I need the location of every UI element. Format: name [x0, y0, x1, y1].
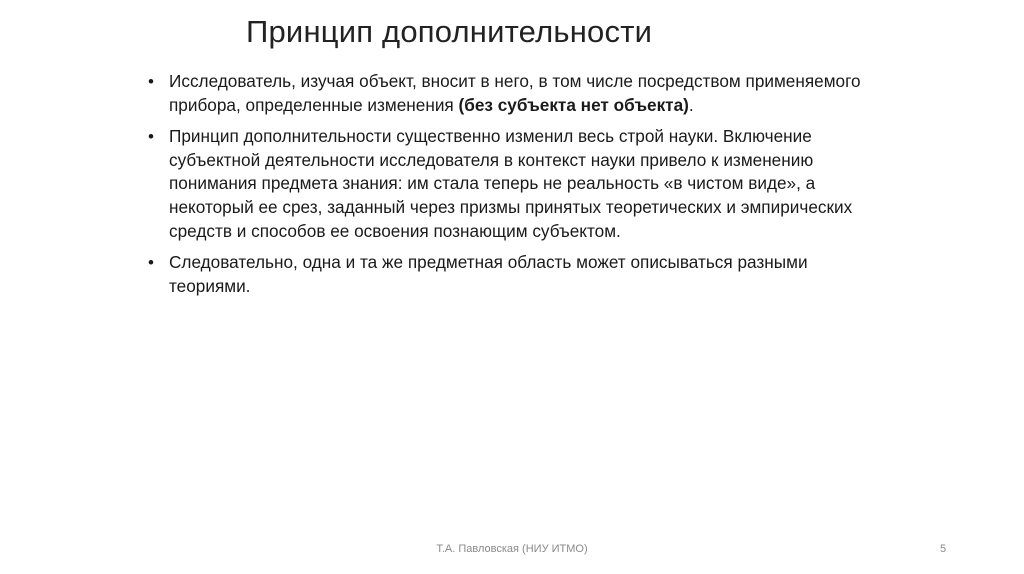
slide-title: Принцип дополнительности	[246, 14, 653, 49]
footer-author: Т.А. Павловская (НИУ ИТМО)	[436, 543, 588, 555]
bullet-marker: •	[148, 253, 154, 273]
bullet-text: Исследователь, изучая объект, вносит в него, в том числе посредством применяемого прибора, определенные изменения	[169, 71, 861, 115]
bullet-item	[144, 251, 874, 298]
bullet-list	[144, 70, 874, 306]
bullet-text: Следовательно, одна и та же предметная область может описываться разными теориями.	[169, 252, 808, 296]
bullet-tail-text: .	[688, 94, 694, 115]
bullet-item	[144, 125, 874, 243]
bullet-bold-text: (без субъекта нет объекта)	[458, 94, 689, 115]
bullet-item	[144, 70, 874, 117]
page-number: 5	[940, 543, 947, 555]
bullet-marker: •	[148, 127, 154, 147]
bullet-marker: •	[148, 72, 154, 91]
bullet-text: Принцип дополнительности существенно изменил весь строй науки. Включение субъектной деятельности исследователя в контекст науки привело к изменению понимания предмета знания: им стала теперь не реальность «в чистом виде», а некоторый ее срез, заданный через призмы принятых теоретических и эмпирических средств и способов ее освоения познающим субъектом.	[169, 126, 853, 241]
